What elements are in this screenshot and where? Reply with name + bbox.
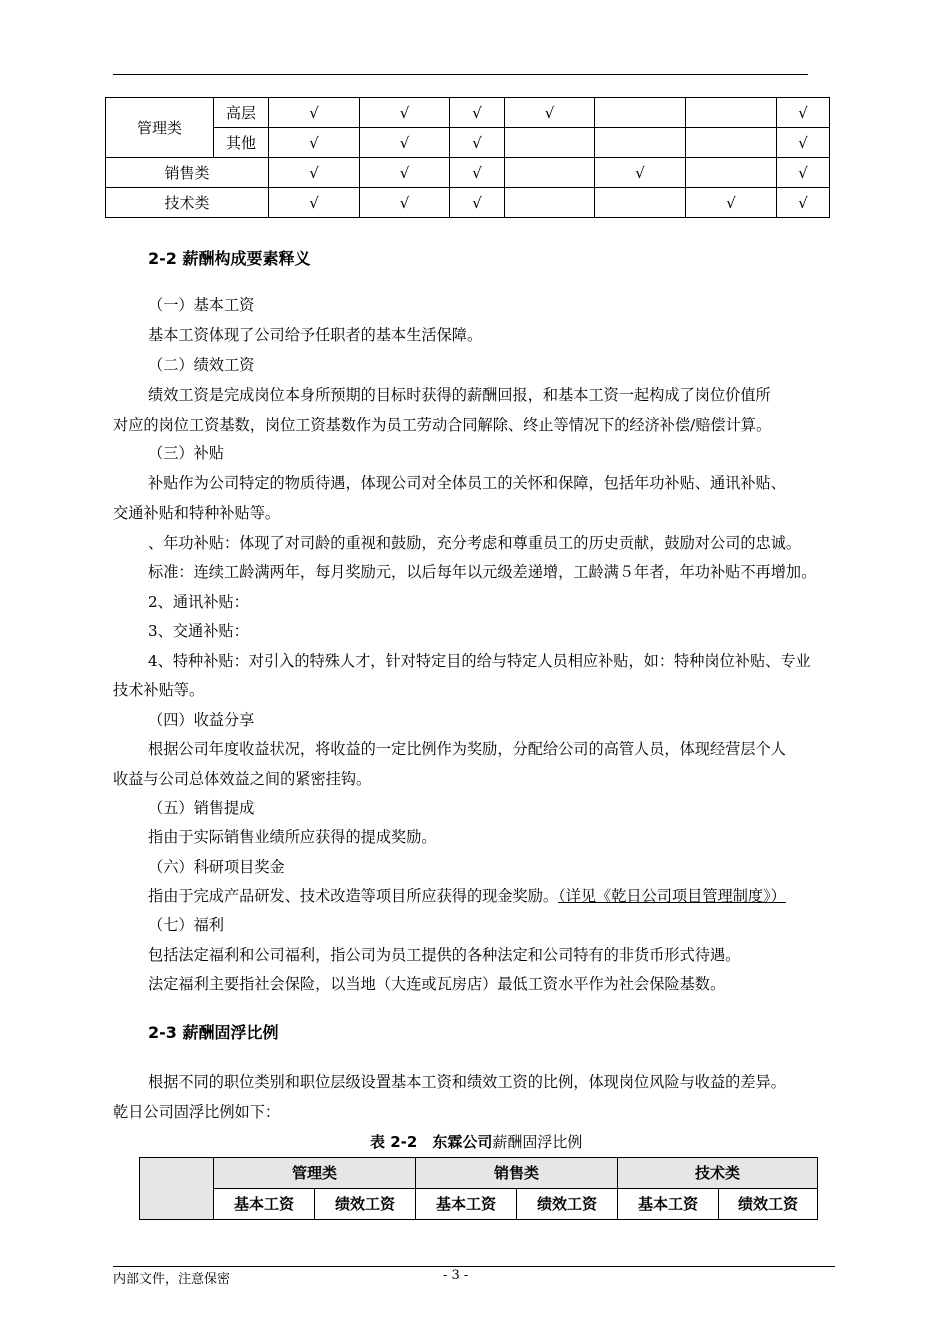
check-mark: √ bbox=[360, 188, 450, 218]
paragraph: 3、交通补贴： bbox=[148, 622, 249, 640]
footer-confidential: 内部文件，注意保密 bbox=[113, 1272, 231, 1287]
table-row bbox=[106, 158, 830, 188]
footer-rule bbox=[113, 1266, 835, 1267]
check-mark bbox=[595, 98, 686, 128]
paragraph: 2、通讯补贴： bbox=[148, 593, 249, 611]
column-group-header: 销售类 bbox=[416, 1158, 618, 1189]
caption-rest: 薪酬固浮比例 bbox=[492, 1133, 583, 1151]
check-mark: √ bbox=[450, 128, 505, 158]
check-mark: √ bbox=[777, 98, 830, 128]
check-mark: √ bbox=[686, 188, 777, 218]
check-mark bbox=[595, 188, 686, 218]
header-rule bbox=[113, 74, 808, 75]
check-mark: √ bbox=[360, 158, 450, 188]
check-mark: √ bbox=[269, 188, 360, 218]
paragraph: 指由于实际销售业绩所应获得的提成奖励。 bbox=[148, 828, 437, 846]
page-number: - 3 - bbox=[443, 1268, 469, 1283]
table-row bbox=[106, 188, 830, 218]
column-group-header: 技术类 bbox=[618, 1158, 818, 1189]
paragraph: 、年功补贴：体现了对司龄的重视和鼓励，充分考虑和尊重员工的历史贡献，鼓励对公司的忠诚。 bbox=[148, 534, 802, 552]
paragraph: 法定福利主要指社会保险，以当地（大连或瓦房店）最低工资水平作为社会保险基数。 bbox=[148, 975, 726, 993]
check-mark bbox=[505, 158, 595, 188]
paragraph-text: 指由于完成产品研发、技术改造等项目所应获得的现金奖励。 bbox=[148, 887, 559, 905]
column-group-header: 管理类 bbox=[214, 1158, 416, 1189]
check-mark: √ bbox=[505, 98, 595, 128]
table-row bbox=[106, 98, 830, 128]
check-mark: √ bbox=[269, 158, 360, 188]
check-mark: √ bbox=[450, 188, 505, 218]
paragraph: （四）收益分享 bbox=[148, 711, 255, 729]
paragraph: 基本工资体现了公司给予任职者的基本生活保障。 bbox=[148, 326, 483, 344]
fixed-float-ratio-table bbox=[139, 1157, 818, 1220]
paragraph: 技术补贴等。 bbox=[113, 681, 205, 699]
paragraph: （一）基本工资 bbox=[148, 296, 255, 314]
check-mark: √ bbox=[777, 158, 830, 188]
column-header: 绩效工资 bbox=[517, 1189, 618, 1220]
column-header: 绩效工资 bbox=[315, 1189, 416, 1220]
table-corner-cell bbox=[140, 1158, 214, 1220]
check-mark bbox=[686, 158, 777, 188]
check-mark bbox=[505, 128, 595, 158]
table-header-row bbox=[140, 1189, 818, 1220]
paragraph: 乾日公司固浮比例如下： bbox=[113, 1103, 281, 1121]
check-mark: √ bbox=[777, 128, 830, 158]
check-mark bbox=[505, 188, 595, 218]
check-mark: √ bbox=[450, 98, 505, 128]
table-header-row bbox=[140, 1158, 818, 1189]
paragraph: 补贴作为公司特定的物质待遇，体现公司对全体员工的关怀和保障，包括年功补贴、通讯补贴、 bbox=[148, 474, 786, 492]
paragraph: （五）销售提成 bbox=[148, 799, 255, 817]
paragraph: 对应的岗位工资基数，岗位工资基数作为员工劳动合同解除、终止等情况下的经济补偿/赔偿计算。 bbox=[113, 416, 772, 434]
paragraph: 交通补贴和特种补贴等。 bbox=[113, 504, 281, 522]
check-mark bbox=[595, 128, 686, 158]
row-group-label: 销售类 bbox=[106, 158, 269, 188]
paragraph: （三）补贴 bbox=[148, 444, 224, 462]
reference-link[interactable]: （详见《乾日公司项目管理制度》） bbox=[558, 887, 786, 905]
paragraph: （六）科研项目奖金 bbox=[148, 858, 285, 876]
paragraph bbox=[148, 881, 848, 911]
check-mark: √ bbox=[450, 158, 505, 188]
table-caption bbox=[370, 1131, 582, 1152]
paragraph: 包括法定福利和公司福利，指公司为员工提供的各种法定和公司特有的非货币形式待遇。 bbox=[148, 946, 741, 964]
paragraph: （二）绩效工资 bbox=[148, 356, 255, 374]
row-sub-label: 高层 bbox=[214, 98, 269, 128]
paragraph: （七）福利 bbox=[148, 916, 224, 934]
paragraph: 标准：连续工龄满两年，每月奖励元，以后每年以元级差递增，工龄满５年者，年功补贴不再增加。 bbox=[148, 563, 817, 581]
column-header: 绩效工资 bbox=[719, 1189, 818, 1220]
section-title-2-3: 2-3 薪酬固浮比例 bbox=[148, 1023, 279, 1042]
check-mark: √ bbox=[777, 188, 830, 218]
check-mark: √ bbox=[269, 128, 360, 158]
paragraph: 收益与公司总体效益之间的紧密挂钩。 bbox=[113, 770, 372, 788]
column-header: 基本工资 bbox=[214, 1189, 315, 1220]
paragraph: 根据不同的职位类别和职位层级设置基本工资和绩效工资的比例，体现岗位风险与收益的差异。 bbox=[148, 1073, 786, 1091]
paragraph: 根据公司年度收益状况，将收益的一定比例作为奖励，分配给公司的高管人员，体现经营层个人 bbox=[148, 740, 786, 758]
row-group-label: 技术类 bbox=[106, 188, 269, 218]
column-header: 基本工资 bbox=[618, 1189, 719, 1220]
paragraph: 绩效工资是完成岗位本身所预期的目标时获得的薪酬回报，和基本工资一起构成了岗位价值所 bbox=[148, 386, 771, 404]
compensation-matrix-table bbox=[105, 97, 830, 218]
check-mark: √ bbox=[269, 98, 360, 128]
check-mark: √ bbox=[360, 98, 450, 128]
row-group-label: 管理类 bbox=[106, 98, 214, 158]
column-header: 基本工资 bbox=[416, 1189, 517, 1220]
section-title-2-2: 2-2 薪酬构成要素释义 bbox=[148, 249, 311, 268]
check-mark: √ bbox=[360, 128, 450, 158]
check-mark bbox=[686, 98, 777, 128]
check-mark: √ bbox=[595, 158, 686, 188]
caption-bold: 表 2-2 东霖公司 bbox=[370, 1133, 493, 1151]
row-sub-label: 其他 bbox=[214, 128, 269, 158]
paragraph: 4、特种补贴：对引入的特殊人才，针对特定目的给与特定人员相应补贴，如：特种岗位补贴、专业 bbox=[148, 652, 811, 670]
table-row bbox=[106, 128, 830, 158]
check-mark bbox=[686, 128, 777, 158]
